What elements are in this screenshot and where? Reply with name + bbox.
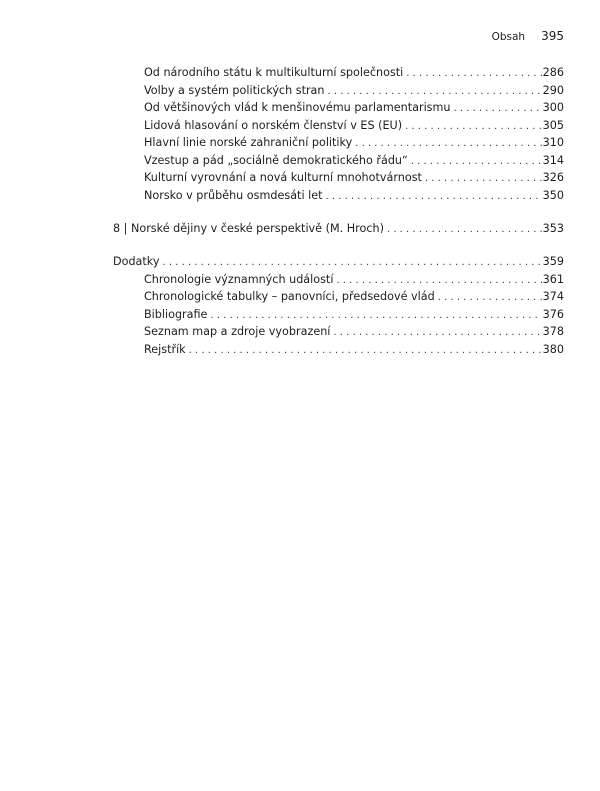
toc-entry [144,271,564,288]
toc-entry-page: 378 [542,325,564,338]
toc-entry [144,117,564,134]
toc-entry-page: 286 [542,66,564,79]
toc-entry [144,288,564,305]
dot-leader [328,83,542,100]
toc-chapter-title: 8 | Norské dějiny v české perspektivě (M. Hroch) [113,222,384,235]
toc-chapter-title: Dodatky [113,255,160,268]
toc-entry [144,99,564,116]
toc-chapter [113,220,564,237]
toc-chapter [113,253,564,270]
toc-chapter-page: 359 [542,255,564,268]
toc-entry [144,152,564,169]
toc-entry [144,306,564,323]
dot-leader [355,135,541,152]
toc-entry-title: Od většinových vlád k menšinovému parlamentarismu [144,101,451,114]
dot-leader [387,221,542,238]
toc-entry-title: Chronologické tabulky – panovníci, předsedové vlád [144,290,435,303]
toc-chapter-page: 353 [542,222,564,235]
dot-leader [411,153,542,170]
toc-entry-page: 310 [542,136,564,149]
toc-entry-title: Chronologie významných událostí [144,272,334,286]
toc-entry-title: Hlavní linie norské zahraniční politiky [144,136,353,149]
toc-entry [144,187,564,204]
dot-leader [210,307,541,324]
dot-leader [336,272,541,289]
toc-entry-title: Bibliografie [144,307,208,321]
toc-entry-page: 300 [542,101,564,114]
toc-entry-title: Volby a systém politických stran [144,83,325,97]
toc-entry-page: 314 [542,153,564,167]
toc-entry-page: 290 [542,83,564,97]
toc-entry [144,64,564,81]
toc-entry-page: 326 [542,171,564,184]
running-head-title: Obsah [491,31,526,43]
dot-leader [333,324,541,341]
toc-entry [144,341,564,358]
toc-entry-title: Seznam map a zdroje vyobrazení [144,325,331,338]
toc-entry-page: 374 [542,290,564,303]
toc-entry-page: 350 [542,188,564,202]
toc-entry-title: Lidová hlasování o norském členství v ES (EU) [144,118,403,132]
toc-entry-page: 376 [542,307,564,321]
running-head [492,29,564,43]
toc-entry [144,323,564,340]
toc-entry [144,169,564,186]
toc-entry-title: Od národního státu k multikulturní společnosti [144,66,404,79]
dot-leader [325,188,541,205]
dot-leader [454,100,542,117]
toc-entry-title: Norsko v průběhu osmdesáti let [144,188,323,202]
dot-leader [425,170,542,187]
dot-leader [163,254,542,271]
dot-leader [438,289,542,306]
dot-leader [406,65,541,82]
page-number: 395 [541,29,564,43]
toc-entry [144,134,564,151]
toc-entry-page: 361 [542,272,564,286]
toc-entry [144,82,564,99]
toc-entry-title: Rejstřík [144,342,186,356]
dot-leader [405,118,542,135]
toc-entry-page: 380 [542,342,564,356]
dot-leader [189,342,542,359]
toc-entry-page: 305 [542,118,564,132]
toc-entry-title: Vzestup a pád „sociálně demokratického řádu“ [144,153,408,167]
toc-entry-title: Kulturní vyrovnání a nová kulturní mnohotvárnost [144,171,422,184]
